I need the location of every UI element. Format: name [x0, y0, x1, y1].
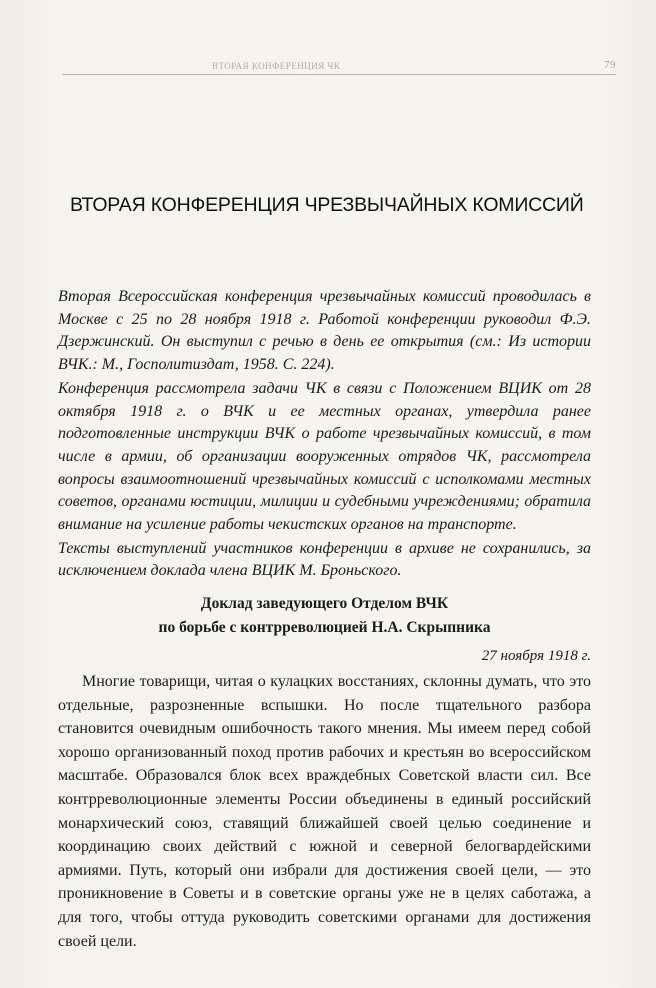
running-head — [62, 58, 616, 75]
intro-paragraph: Конференция рассмотрела задачи ЧК в связи с Положением ВЦИК от 28 октября 1918 г. о ВЧК и ее местных органах, утвердила ранее подготовленные инструкции ВЧК о работе чрезвычайных комиссий, в том числе в армии, об организации вооруженных отрядов ЧК, рассмотрела вопросы взаимоотношений чрезвычайных комиссий с исполкомами местных советов, органами юстиции, милиции и судебными учреждениями; обратила внимание на усиление работы чекистских органов на транспорте. — [58, 379, 591, 534]
document-heading — [58, 592, 591, 639]
editorial-intro — [58, 286, 591, 584]
running-head-title: ВТОРАЯ КОНФЕРЕНЦИЯ ЧК — [212, 61, 341, 71]
document-body — [58, 670, 591, 953]
intro-paragraph: Тексты выступлений участников конференции в архиве не сохранились, за исключением доклада члена ВЦИК М. Броньского. — [58, 539, 591, 580]
section-title: ВТОРАЯ КОНФЕРЕНЦИЯ ЧРЕЗВЫЧАЙНЫХ КОМИССИЙ — [70, 194, 584, 216]
document-heading-line: Доклад заведующего Отделом ВЧК — [200, 595, 449, 612]
document-heading-line: по борьбе с контрреволюцией Н.А. Скрыпника — [158, 618, 491, 636]
page-number: 79 — [604, 59, 616, 71]
body-paragraph: Многие товарищи, читая о кулацких восстаниях, склонны думать, что это отдельные, разрозненные вспышки. Но после тщательного разбора становится очевидным ошибочность такого мнения. Мы имеем перед собой хорошо организованный поход против рабочих и крестьян во всероссийском масштабе. Образовался блок всех враждебных Советской власти сил. Все контрреволюционные элементы России объединены в единый российский монархический союз, ставящий ближайшей своей целью соединение и координацию своих действий с южной и северной белогвардейскими армиями. Путь, который они избрали для достижения своей цели, — это проникновение в Советы и в советские органы уже не в целях саботажа, а для того, чтобы оттуда руководить советскими органами для достижения своей цели. — [58, 673, 591, 950]
document-date: 27 ноября 1918 г. — [481, 648, 591, 664]
intro-paragraph: Вторая Всероссийская конференция чрезвычайных комиссий проводилась в Москве с 25 по 28 ноября 1918 г. Работой конференции руководил Ф.Э. Дзержинский. Он выступил с речью в день ее открытия (см.: Из истории ВЧК.: М., Госполитиздат, 1958. С. 224). — [58, 288, 591, 374]
